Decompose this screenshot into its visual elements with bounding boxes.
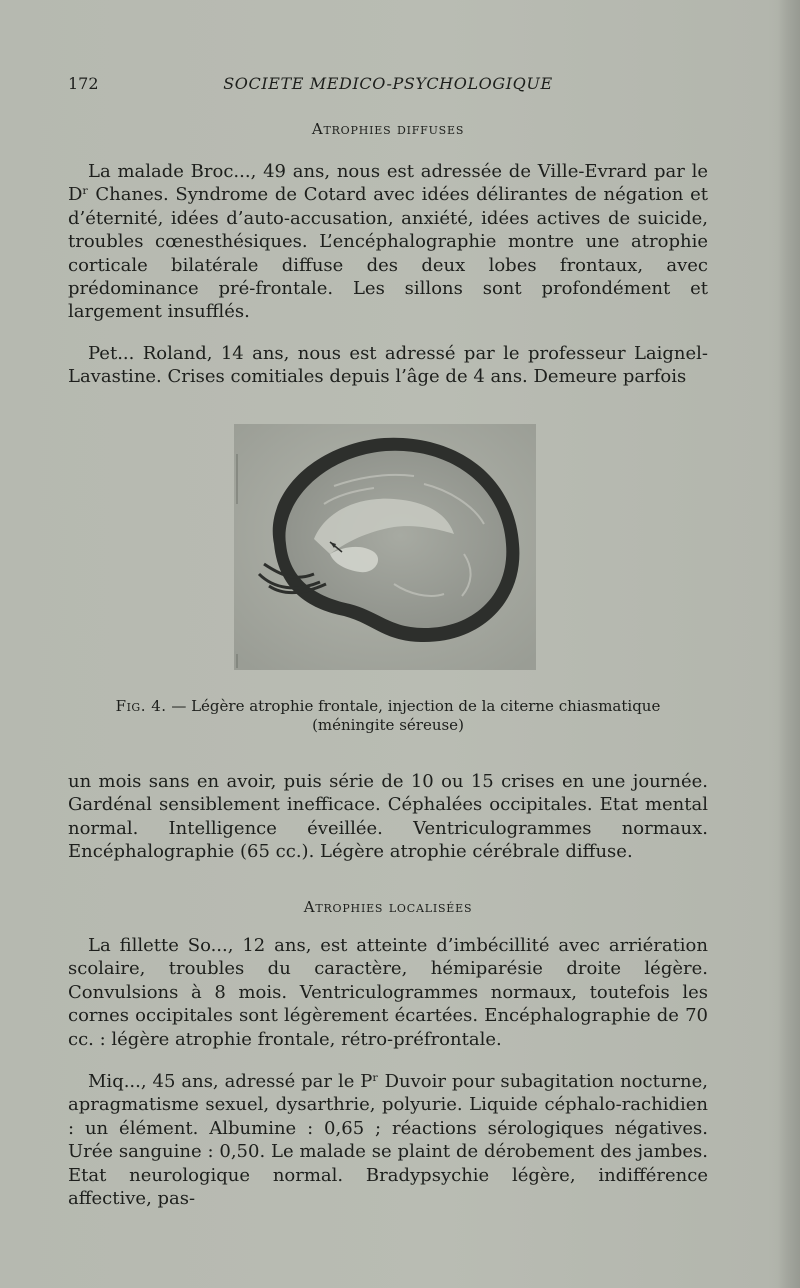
paragraph-pet-end: un mois sans en avoir, puis série de 10 ou 15 crises en une journée. Gardénal sensiblement inefficace. Céphalées occipitales. Etat mental normal. Intelligence éveillée. Ventriculogrammes normaux. Encéphalographie (65 cc.). Légère atrophie cérébrale diffuse. [68, 771, 708, 863]
section-heading-diffuse: Atrophies diffuses [311, 120, 465, 138]
running-head: SOCIETE MEDICO-PSYCHOLOGIQUE [223, 74, 553, 93]
paragraph-so: La fillette So..., 12 ans, est atteinte d’imbécillité avec arriération scolaire, troubles du caractère, hémiparésie droite légère. Convulsions à 8 mois. Ventriculogrammes normaux, toutefois les cornes occipitales sont légèrement écartées. Encéphalographie de 70 cc. : légère atrophie frontale, rétro-préfrontale. [68, 935, 708, 1050]
caption-text: — Légère atrophie frontale, injection de la citerne chiasmatique [171, 697, 661, 715]
section-heading-localized: Atrophies localisées [303, 898, 473, 916]
caption-line-1 [68, 697, 708, 716]
paragraph-miq: Miq..., 45 ans, adressé par le Pʳ Duvoir pour subagitation nocturne, apragmatisme sexuel, dysarthrie, polyurie. Liquide céphalo-rachidien : un élément. Albumine : 0,65 ; réactions sérologiques négatives. Urée sanguine : 0,50. Le malade se plaint de dérobement des jambes. Etat neurologique normal. Bradypsychie légère, indifférence affective, pas- [68, 1071, 708, 1210]
paragraph-pet-start: Pet... Roland, 14 ans, nous est adressé par le professeur Laignel-Lavastine. Crises comitiales depuis l’âge de 4 ans. Demeure parfois [68, 343, 708, 388]
page-header [68, 74, 708, 96]
brain-radiograph-image [234, 424, 536, 670]
caption-line-2: (méningite séreuse) [312, 716, 464, 734]
figure-label: Fig. 4. [115, 697, 167, 715]
page-number: 172 [68, 74, 99, 93]
encephalogram-figure [234, 424, 536, 670]
figure-caption [68, 697, 708, 735]
paragraph-broc: La malade Broc..., 49 ans, nous est adressée de Ville-Evrard par le Dʳ Chanes. Syndrome de Cotard avec idées délirantes de négation et d’éternité, idées d’auto-accusation, anxiété, idées actives de suicide, troubles cœnesthésiques. L’encéphalographie montre une atrophie corticale bilatérale diffuse des deux lobes frontaux, avec prédominance pré-frontale. Les sillons sont profondément et largement insufflés. [68, 161, 708, 323]
page-edge-shadow [778, 0, 800, 1288]
